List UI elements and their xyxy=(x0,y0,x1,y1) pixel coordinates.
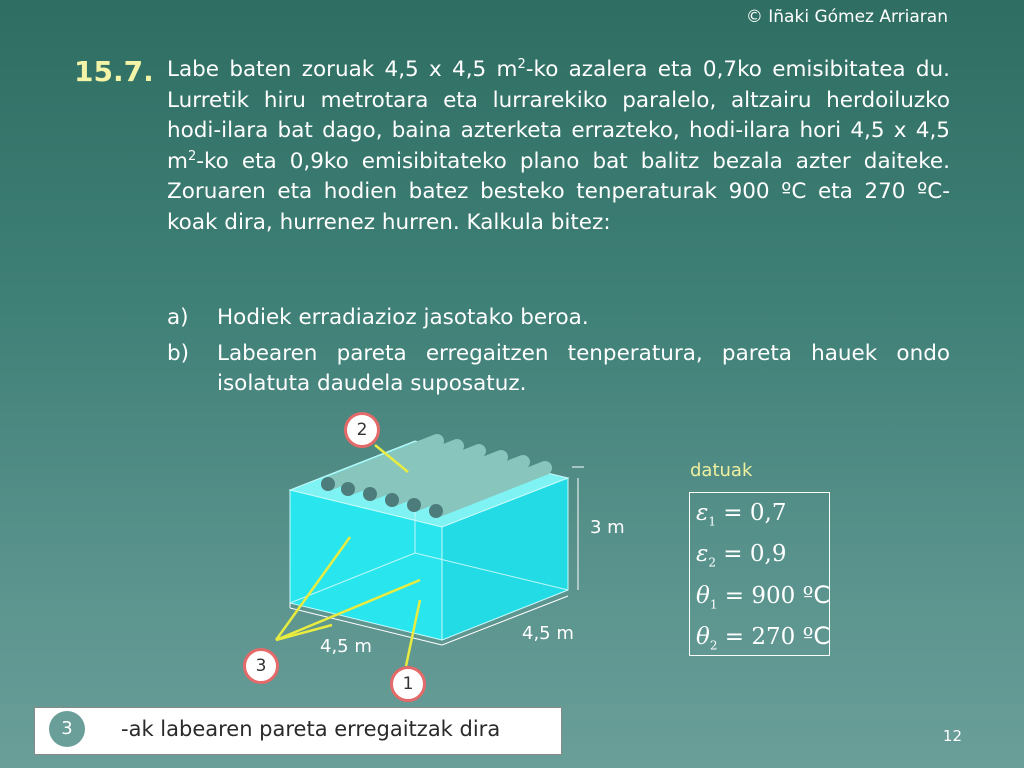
pipe-end xyxy=(341,482,355,496)
superscript-1: 2 xyxy=(517,56,526,72)
data-unit: C xyxy=(813,622,831,650)
data-value: = 0,9 xyxy=(715,541,787,567)
statement-part-2: -ko azalera eta 0,7ko emisibitatea du. Lurretik hiru metrotara eta lurrarekiko paralelo, altzairu herdoiluzko hodi-ilara bat dago, baina azterketa errazteko, hodi-ilara hori 4,5 x 4,5 m xyxy=(167,57,950,174)
problem-number: 15.7. xyxy=(74,55,154,88)
pipe-end xyxy=(321,477,335,491)
side-width-dimension-label: 4,5 m xyxy=(522,623,574,644)
page-number: 12 xyxy=(942,727,962,745)
marker-3: 3 xyxy=(243,648,279,684)
marker-2: 2 xyxy=(344,412,380,448)
pipe-end xyxy=(407,498,421,512)
question-label-b: b) xyxy=(167,341,190,366)
data-box xyxy=(689,492,830,656)
data-value: = 270 º xyxy=(717,624,814,650)
footnote-marker: 3 xyxy=(49,711,85,747)
pipe-end xyxy=(363,487,377,501)
data-subscript: 1 xyxy=(709,597,718,612)
height-dimension-label: 3 m xyxy=(590,517,625,538)
question-text-b: Labearen pareta erregaitzen tenperatura, pareta hauek ondo isolatuta daudela suposatuz. xyxy=(217,341,950,396)
data-subscript: 1 xyxy=(708,514,716,529)
front-width-dimension-label: 4,5 m xyxy=(320,636,372,657)
copyright-notice: © Iñaki Gómez Arriaran xyxy=(745,7,948,27)
statement-part-1: Labe baten zoruak 4,5 x 4,5 m xyxy=(167,57,518,82)
data-symbol: ε xyxy=(696,541,709,567)
footnote-text: -ak labearen pareta erregaitzak dira xyxy=(121,717,501,741)
pipe-end xyxy=(385,493,399,507)
data-row-temperature-1 xyxy=(690,575,829,616)
pipe-end xyxy=(429,504,443,518)
statement-part-3: -ko eta 0,9ko emisibitateko plano bat balitz bezala azter daiteke. Zoruaren eta hodien batez besteko tenperaturak 900 ºC eta 270 ºC-koak dira, hurrenez hurren. Kalkula bitez: xyxy=(167,148,950,235)
data-symbol: ε xyxy=(696,500,709,526)
question-text-a: Hodiek erradiazioz jasotako beroa. xyxy=(217,305,589,330)
data-unit: C xyxy=(813,581,831,609)
footnote-box xyxy=(34,707,562,755)
data-subscript: 2 xyxy=(709,638,718,653)
data-row-emissivity-2 xyxy=(690,534,829,575)
superscript-2: 2 xyxy=(187,148,197,164)
data-subscript: 2 xyxy=(708,555,716,570)
data-value: = 900 º xyxy=(717,583,814,609)
marker-1: 1 xyxy=(390,666,426,702)
data-value: = 0,7 xyxy=(715,500,787,526)
data-title: datuak xyxy=(690,460,753,481)
data-symbol: θ xyxy=(696,583,710,609)
question-label-a: a) xyxy=(167,305,189,330)
data-row-emissivity-1 xyxy=(690,493,829,534)
data-symbol: θ xyxy=(696,624,710,650)
data-row-temperature-2 xyxy=(690,616,829,657)
